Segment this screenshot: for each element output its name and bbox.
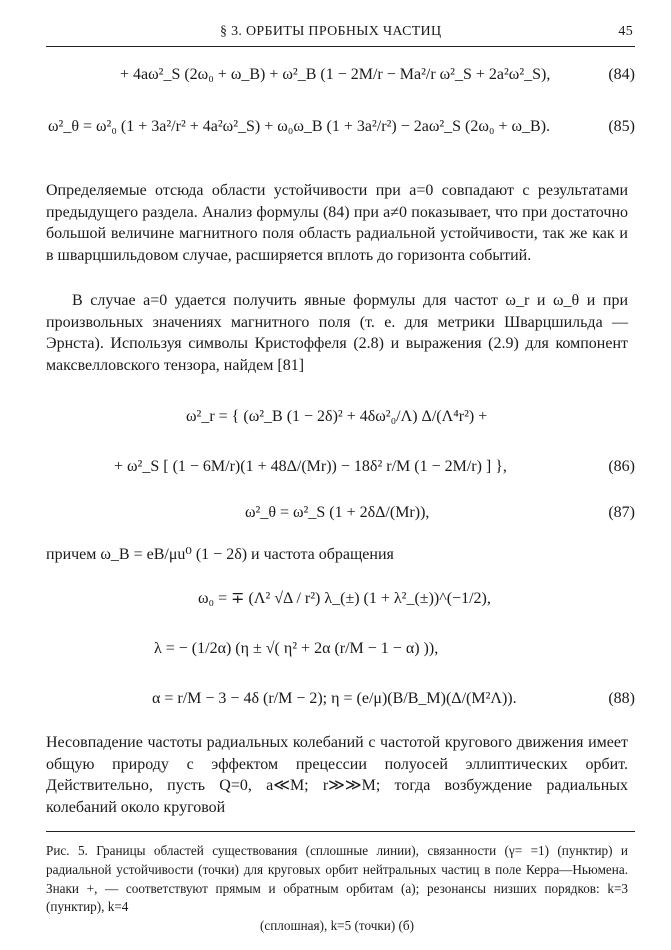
equation-lambda (40, 640, 635, 664)
running-head-title: § 3. ОРБИТЫ ПРОБНЫХ ЧАСТИЦ (220, 24, 442, 39)
equation-88-text: α = r/M − 3 − 4δ (r/M − 2); η = (e/μ)(B/B_M)(Δ/(M²Λ)). (152, 690, 517, 707)
paragraph-schwarzschild-ernst-text: В случае a=0 удается получить явные формулы для частот ω_r и ω_θ и при произвольных значениях магнитного поля (т. е. для метрики Шварцшильда — Эрнста). Используя символы Кристоффеля (2.8) и выражения (2.9) для компонент максвелловского тензора, найдем [81] (46, 292, 628, 374)
paragraph-stability (46, 180, 628, 266)
caption-rule (46, 831, 635, 832)
figure-caption-text: Рис. 5. Границы областей существования (сплошные линии), связанности (γ= =1) (пунктир) и радиальной устойчивости (точки) для круговых орбит нейтральных частиц в поле Керра—Ньюмена. Знаки +, — соответствуют прямым и обратным орбитам (а); резонансы низших порядков: k=3 (пунктир), k=4 (46, 843, 628, 915)
paragraph-radial-oscillations-text: Несовпадение частоты радиальных колебаний с частотой кругового движения имеет общую природу с эффектом прецессии полуосей эллиптических орбит. Действительно, пусть Q=0, a≪M; r≫≫M; тогда возбуждение радиальных колебаний около круговой (46, 734, 628, 816)
figure-caption-last-line: (сплошная), k=5 (точки) (б) (259, 918, 415, 934)
equation-omega-0-text: ω₀ = ∓ (Λ² √Δ / r²) λ_(±) (1 + λ²_(±))^(−1/2), (198, 590, 491, 607)
equation-86-line-2 (40, 458, 635, 482)
equation-number-87: (87) (608, 504, 635, 521)
header-rule (46, 46, 635, 47)
equation-85 (40, 118, 635, 142)
equation-number-88: (88) (608, 690, 635, 707)
equation-86-line-1 (40, 408, 635, 432)
equation-85-text: ω²_θ = ω²₀ (1 + 3a²/r² + 4a²ω²_S) + ω₀ω_B (1 + 3a²/r²) − 2aω²_S (2ω₀ + ω_B). (48, 118, 551, 135)
equation-86-line-1-text: ω²_r = { (ω²_B (1 − 2δ)² + 4δω²₀/Λ) Δ/(Λ⁴r²) + (186, 408, 488, 425)
paragraph-schwarzschild-ernst (46, 290, 628, 376)
equation-84-text: + 4aω²_S (2ω₀ + ω_B) + ω²_B (1 − 2M/r − Ma²/r ω²_S + 2a²ω²_S), (120, 66, 551, 83)
paragraph-stability-text: Определяемые отсюда области устойчивости при a=0 совпадают с результатами предыдущего раздела. Анализ формулы (84) при a≠0 показывает, что при достаточно большой величине магнитного поля область радиальной устойчивости, так же как и в шварцшильдовом случае, расширяется вплоть до горизонта событий. (46, 182, 628, 264)
equation-number-86: (86) (608, 458, 635, 475)
equation-87 (40, 504, 635, 528)
equation-86-line-2-text: + ω²_S [ (1 − 6M/r)(1 + 48Δ/(Mr)) − 18δ² r/M (1 − 2M/r) ] }, (114, 458, 507, 475)
equation-84-continuation (40, 66, 635, 90)
paragraph-radial-oscillations (46, 732, 628, 818)
equation-lambda-text: λ = − (1/2α) (η ± √( η² + 2α (r/M − 1 − α) )), (154, 640, 439, 657)
omega-b-definition-text: причем ω_B = eB/μu⁰ (1 − 2δ) и частота обращения (46, 546, 394, 563)
page-number: 45 (618, 24, 633, 39)
equation-88 (40, 690, 635, 714)
omega-b-definition (46, 544, 628, 566)
equation-number-85: (85) (608, 118, 635, 135)
figure-caption (46, 842, 628, 936)
equation-number-84: (84) (608, 66, 635, 83)
equation-omega-0 (40, 588, 635, 612)
equation-87-text: ω²_θ = ω²_S (1 + 2δΔ/(Mr)), (245, 504, 430, 521)
